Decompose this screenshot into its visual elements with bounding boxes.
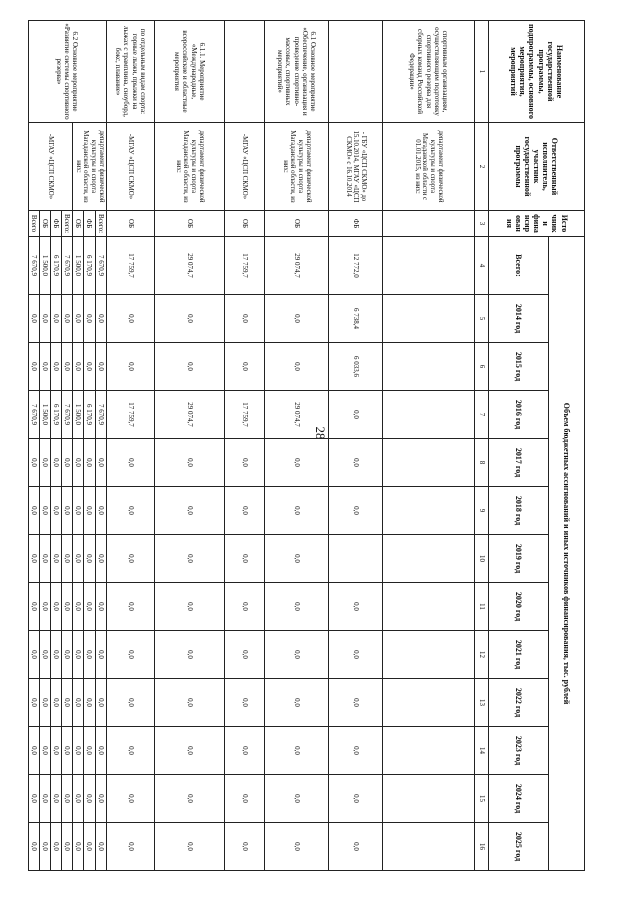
- table-row: [265, 21, 329, 871]
- year-value: 0,0: [72, 679, 83, 727]
- header-year: 2015 год: [489, 343, 549, 391]
- year-value: 29 074,7: [265, 391, 329, 439]
- column-number: 8: [475, 439, 489, 487]
- column-number: 15: [475, 775, 489, 823]
- year-value: 0,0: [72, 295, 83, 343]
- financing-source: ОБ: [39, 211, 50, 237]
- year-value: 0,0: [225, 631, 265, 679]
- year-value: 0,0: [155, 487, 225, 535]
- year-value: [383, 487, 475, 535]
- year-value: 7 670,9: [61, 391, 72, 439]
- year-value: 0,0: [39, 631, 50, 679]
- year-value: 0,0: [84, 295, 95, 343]
- column-number: 7: [475, 391, 489, 439]
- financing-source: ФБ: [50, 211, 61, 237]
- year-value: [383, 823, 475, 871]
- financing-source: ФБ: [329, 211, 383, 237]
- year-value: 0,0: [225, 439, 265, 487]
- year-value: 0,0: [39, 295, 50, 343]
- year-value: 7 670,9: [28, 391, 39, 439]
- header-year: 2016 год: [489, 391, 549, 439]
- year-value: 0,0: [84, 631, 95, 679]
- year-value: [383, 775, 475, 823]
- year-value: 0,0: [50, 679, 61, 727]
- year-value: 0,0: [155, 631, 225, 679]
- year-value: 0,0: [95, 727, 106, 775]
- total-value: 1 500,0: [39, 237, 50, 295]
- year-value: 0,0: [39, 727, 50, 775]
- total-value: 29 074,7: [155, 237, 225, 295]
- year-value: 0,0: [329, 679, 383, 727]
- year-value: 0,0: [95, 439, 106, 487]
- total-value: 1 500,0: [72, 237, 83, 295]
- year-value: 0,0: [28, 631, 39, 679]
- year-value: 0,0: [107, 295, 155, 343]
- year-value: [383, 631, 475, 679]
- year-value: 0,0: [28, 823, 39, 871]
- year-value: 0,0: [225, 583, 265, 631]
- year-value: 0,0: [329, 631, 383, 679]
- year-value: 1 500,0: [72, 391, 83, 439]
- header-year: 2023 год: [489, 727, 549, 775]
- column-number: 16: [475, 823, 489, 871]
- year-value: 0,0: [155, 679, 225, 727]
- year-value: 0,0: [61, 343, 72, 391]
- header-volume: Объем бюджетных ассигнований и иных источников финансирования, тыс. рублей: [549, 237, 585, 871]
- year-value: 0,0: [28, 535, 39, 583]
- year-value: 0,0: [72, 775, 83, 823]
- year-value: 0,0: [84, 583, 95, 631]
- year-value: [383, 583, 475, 631]
- year-value: 0,0: [72, 631, 83, 679]
- responsible: -МГАУ «ЦСП СКМО»: [225, 123, 265, 211]
- financing-source: ОБ: [265, 211, 329, 237]
- header-year: 2018 год: [489, 487, 549, 535]
- header-total: Всего:: [489, 237, 549, 295]
- table-row: [329, 21, 383, 871]
- year-value: 0,0: [329, 823, 383, 871]
- year-value: 0,0: [95, 823, 106, 871]
- table-row: [61, 21, 72, 871]
- program-name: 6.1 Основное мероприятие «Обеспечение, организация и проведение спортивно-массовых, спортивных мероприятий»: [265, 21, 329, 123]
- year-value: 0,0: [225, 727, 265, 775]
- program-name: [225, 21, 265, 123]
- table-row: [155, 21, 225, 871]
- year-value: [383, 679, 475, 727]
- financing-source: ОБ: [155, 211, 225, 237]
- year-value: 0,0: [155, 583, 225, 631]
- year-value: 0,0: [61, 535, 72, 583]
- year-value: 0,0: [72, 487, 83, 535]
- table-row: [225, 21, 265, 871]
- year-value: 0,0: [61, 679, 72, 727]
- responsible: департамент физической культуры и спорта Магаданской области, из них:: [72, 123, 106, 211]
- year-value: 0,0: [61, 583, 72, 631]
- year-value: 0,0: [28, 343, 39, 391]
- year-value: 0,0: [61, 631, 72, 679]
- responsible: - ГБУ «ЦСП СКМО» до 15.10.2014, МГАУ «ЦСП СКМО» с 16.10.2014: [329, 123, 383, 211]
- year-value: 0,0: [107, 823, 155, 871]
- header-year: 2014 год: [489, 295, 549, 343]
- year-value: [383, 391, 475, 439]
- total-value: 29 074,7: [265, 237, 329, 295]
- column-number: 1: [475, 21, 489, 123]
- responsible: департамент физической культуры и спорта Магаданской области, из них:: [155, 123, 225, 211]
- year-value: 0,0: [61, 823, 72, 871]
- year-value: 0,0: [50, 727, 61, 775]
- year-value: 0,0: [61, 487, 72, 535]
- year-value: 0,0: [84, 775, 95, 823]
- header-source: Источники финансирования: [489, 211, 585, 237]
- responsible: департамент физической культуры и спорта Магаданской области, из них:: [265, 123, 329, 211]
- year-value: 0,0: [84, 823, 95, 871]
- year-value: [383, 535, 475, 583]
- header-year: 2025 год: [489, 823, 549, 871]
- year-value: 0,0: [95, 679, 106, 727]
- year-value: 0,0: [72, 439, 83, 487]
- year-value: 0,0: [265, 535, 329, 583]
- year-value: 0,0: [225, 679, 265, 727]
- financing-source: ОБ: [225, 211, 265, 237]
- year-value: 17 759,7: [225, 391, 265, 439]
- year-value: 0,0: [61, 727, 72, 775]
- total-value: 17 759,7: [225, 237, 265, 295]
- year-value: 0,0: [50, 631, 61, 679]
- year-value: 0,0: [107, 679, 155, 727]
- program-name: [329, 21, 383, 123]
- year-value: 0,0: [329, 727, 383, 775]
- year-value: 0,0: [72, 583, 83, 631]
- header-year: 2024 год: [489, 775, 549, 823]
- header-responsible: Ответственный исполнитель, участник государственной программы: [489, 123, 585, 211]
- header-year: 2017 год: [489, 439, 549, 487]
- page-number: 28: [313, 426, 328, 440]
- year-value: 0,0: [225, 823, 265, 871]
- year-value: 0,0: [329, 439, 383, 487]
- total-value: 12 772,0: [329, 237, 383, 295]
- year-value: 0,0: [84, 343, 95, 391]
- total-value: 6 170,9: [50, 237, 61, 295]
- year-value: 0,0: [265, 487, 329, 535]
- year-value: 0,0: [265, 775, 329, 823]
- column-number: 4: [475, 237, 489, 295]
- year-value: 0,0: [155, 295, 225, 343]
- year-value: 0,0: [72, 823, 83, 871]
- year-value: 0,0: [329, 487, 383, 535]
- year-value: [383, 295, 475, 343]
- year-value: [329, 535, 383, 583]
- year-value: 0,0: [225, 775, 265, 823]
- year-value: 0,0: [39, 823, 50, 871]
- year-value: 0,0: [155, 727, 225, 775]
- year-value: 0,0: [107, 535, 155, 583]
- financing-table-sheet: [29, 20, 585, 870]
- year-value: 1 500,0: [39, 391, 50, 439]
- year-value: 0,0: [95, 487, 106, 535]
- year-value: 0,0: [84, 535, 95, 583]
- year-value: 0,0: [39, 679, 50, 727]
- column-number: 6: [475, 343, 489, 391]
- year-value: 0,0: [84, 727, 95, 775]
- header-year: 2021 год: [489, 631, 549, 679]
- year-value: 6 170,9: [50, 391, 61, 439]
- responsible: департамент физической культуры и спорта Магаданской области с 01.01.2015, из них:: [383, 123, 475, 211]
- column-number: 12: [475, 631, 489, 679]
- total-value: 7 670,9: [61, 237, 72, 295]
- financing-table: [28, 20, 585, 871]
- year-value: 0,0: [28, 295, 39, 343]
- column-number: 5: [475, 295, 489, 343]
- year-value: 0,0: [72, 535, 83, 583]
- year-value: 0,0: [39, 487, 50, 535]
- header-year: 2019 год: [489, 535, 549, 583]
- year-value: 0,0: [107, 775, 155, 823]
- year-value: 0,0: [72, 343, 83, 391]
- table-row: [107, 21, 155, 871]
- financing-source: ОБ: [107, 211, 155, 237]
- year-value: 0,0: [265, 583, 329, 631]
- year-value: 0,0: [155, 343, 225, 391]
- financing-source: [383, 211, 475, 237]
- year-value: 0,0: [61, 295, 72, 343]
- year-value: 0,0: [95, 775, 106, 823]
- year-value: 0,0: [50, 343, 61, 391]
- year-value: 0,0: [61, 439, 72, 487]
- total-value: 6 170,9: [84, 237, 95, 295]
- year-value: 0,0: [329, 775, 383, 823]
- year-value: 0,0: [265, 727, 329, 775]
- year-value: 0,0: [95, 295, 106, 343]
- year-value: 17 759,7: [107, 391, 155, 439]
- column-number: 3: [475, 211, 489, 237]
- column-number: 2: [475, 123, 489, 211]
- year-value: 0,0: [50, 535, 61, 583]
- financing-source: ОБ: [72, 211, 83, 237]
- year-value: 0,0: [50, 583, 61, 631]
- year-value: 29 074,7: [155, 391, 225, 439]
- year-value: 0,0: [155, 775, 225, 823]
- header-year: 2020 год: [489, 583, 549, 631]
- responsible: -МГАУ «ЦСП СКМО»: [28, 123, 72, 211]
- year-value: 0,0: [95, 343, 106, 391]
- year-value: 0,0: [107, 583, 155, 631]
- year-value: 0,0: [28, 583, 39, 631]
- year-value: 0,0: [225, 343, 265, 391]
- table-row: [95, 21, 106, 871]
- program-name: спортивным организациям, осуществляющим подготовку спортивного резерва для сборных команд Российской Федерации»: [383, 21, 475, 123]
- year-value: 6 170,9: [84, 391, 95, 439]
- year-value: 0,0: [329, 391, 383, 439]
- year-value: 0,0: [50, 439, 61, 487]
- year-value: [383, 727, 475, 775]
- year-value: 0,0: [107, 439, 155, 487]
- program-name: по отдельным видам спорта: горные лыжи, прыжки на лыжах с трамплина, сноуборд, бокс, плавание»: [107, 21, 155, 123]
- total-value: [383, 237, 475, 295]
- table-row: [383, 21, 475, 871]
- year-value: 0,0: [39, 343, 50, 391]
- year-value: 0,0: [95, 535, 106, 583]
- year-value: 0,0: [225, 535, 265, 583]
- year-value: 0,0: [50, 295, 61, 343]
- year-value: 0,0: [28, 439, 39, 487]
- year-value: 0,0: [39, 535, 50, 583]
- year-value: 0,0: [265, 343, 329, 391]
- year-value: 0,0: [155, 823, 225, 871]
- total-value: 7 670,9: [95, 237, 106, 295]
- year-value: 0,0: [225, 295, 265, 343]
- column-number: 9: [475, 487, 489, 535]
- year-value: 0,0: [225, 487, 265, 535]
- year-value: [383, 343, 475, 391]
- year-value: 6 033,6: [329, 343, 383, 391]
- year-value: 0,0: [50, 823, 61, 871]
- year-value: 0,0: [84, 487, 95, 535]
- column-number: 13: [475, 679, 489, 727]
- financing-source: Всего:: [61, 211, 72, 237]
- financing-source: Всего: [28, 211, 39, 237]
- year-value: 0,0: [28, 487, 39, 535]
- year-value: 0,0: [28, 775, 39, 823]
- year-value: 0,0: [155, 439, 225, 487]
- year-value: 0,0: [95, 583, 106, 631]
- column-number: 11: [475, 583, 489, 631]
- year-value: 0,0: [265, 295, 329, 343]
- year-value: 0,0: [265, 679, 329, 727]
- year-value: 0,0: [95, 631, 106, 679]
- year-value: 0,0: [265, 631, 329, 679]
- year-value: 0,0: [72, 727, 83, 775]
- column-number: 10: [475, 535, 489, 583]
- financing-source: ФБ: [84, 211, 95, 237]
- year-value: 0,0: [155, 535, 225, 583]
- program-name: 6.1.1. Мероприятие «Международные, всероссийские и областные мероприятия: [155, 21, 225, 123]
- responsible: -МГАУ «ЦСП СКМО»: [107, 123, 155, 211]
- year-value: 0,0: [50, 775, 61, 823]
- year-value: 0,0: [84, 679, 95, 727]
- year-value: 0,0: [107, 487, 155, 535]
- year-value: 0,0: [329, 583, 383, 631]
- year-value: 7 670,9: [95, 391, 106, 439]
- total-value: 17 759,7: [107, 237, 155, 295]
- year-value: 0,0: [39, 583, 50, 631]
- year-value: [383, 439, 475, 487]
- year-value: 0,0: [39, 439, 50, 487]
- year-value: 0,0: [265, 823, 329, 871]
- financing-source: Всего:: [95, 211, 106, 237]
- year-value: 0,0: [265, 439, 329, 487]
- year-value: 0,0: [39, 775, 50, 823]
- year-value: 0,0: [107, 631, 155, 679]
- year-value: 0,0: [28, 679, 39, 727]
- year-value: 6 738,4: [329, 295, 383, 343]
- year-value: 0,0: [28, 727, 39, 775]
- total-value: 7 670,9: [28, 237, 39, 295]
- year-value: 0,0: [107, 343, 155, 391]
- year-value: 0,0: [84, 439, 95, 487]
- year-value: 0,0: [61, 775, 72, 823]
- year-value: 0,0: [107, 727, 155, 775]
- program-name: 6.2 Основное мероприятие «Развитие системы спортивного резерва»: [28, 21, 106, 123]
- column-number: 14: [475, 727, 489, 775]
- header-name: Наименование государственной программы, подпрограммы, основного мероприятия, мероприятий: [489, 21, 585, 123]
- year-value: 0,0: [50, 487, 61, 535]
- header-year: 2022 год: [489, 679, 549, 727]
